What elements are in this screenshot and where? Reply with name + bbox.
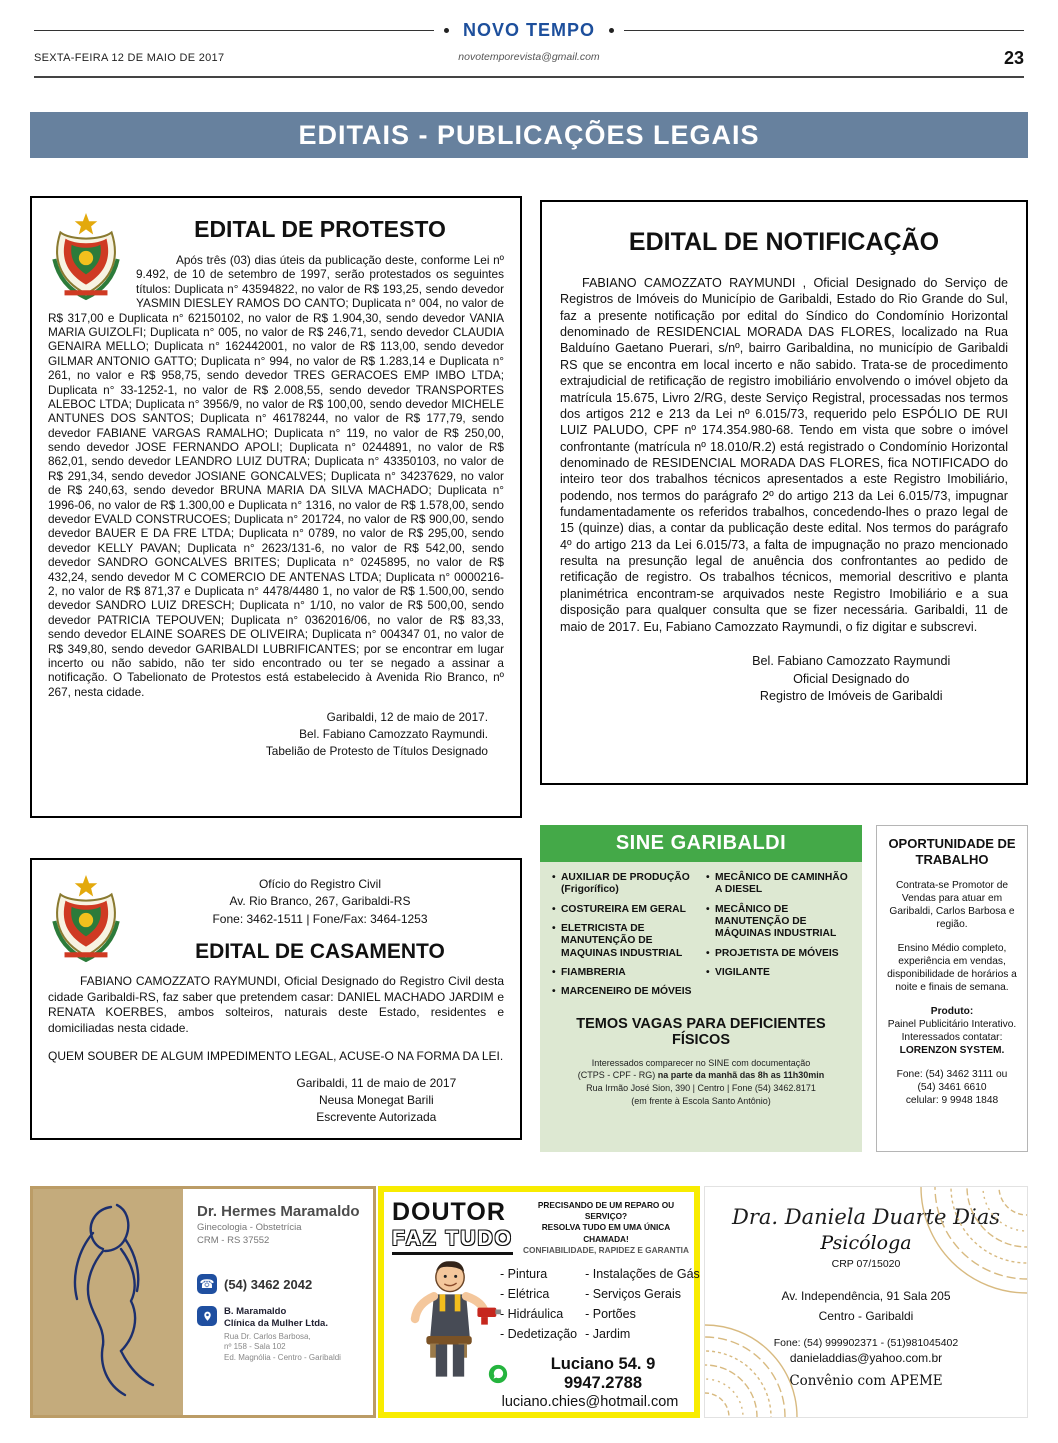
edital-protesto-signature	[48, 709, 504, 760]
sine-info-hours: na parte da manhã das 8h as 11h30min	[657, 1070, 825, 1081]
doutor-email: luciano.chies@hotmail.com	[501, 1394, 679, 1410]
doutor-services-col2	[585, 1264, 700, 1344]
notificacao-signer-role2: Registro de Imóveis de Garibaldi	[759, 689, 943, 704]
sine-title: SINE GARIBALDI	[540, 825, 862, 862]
produto-text: Painel Publicitário Interativo. Interessados contatar:	[887, 1018, 1017, 1043]
sine-info-line4: (em frente à Escola Santo Antônio)	[631, 1095, 771, 1106]
location-pin-icon	[197, 1306, 217, 1326]
clinic-location-row	[197, 1306, 365, 1363]
sine-highlight: TEMOS VAGAS PARA DEFICIENTES FÍSICOS	[576, 1015, 826, 1048]
job-item: • COSTUREIRA EM GERAL	[552, 904, 696, 916]
edital-casamento-box	[30, 858, 522, 1140]
produto-label: Produto:	[930, 1005, 974, 1017]
masthead-rule-right	[624, 30, 1024, 31]
psicologa-role: Psicóloga	[820, 1232, 912, 1254]
casamento-signer: Neusa Monegat Barili	[318, 1092, 434, 1107]
sine-body	[540, 862, 862, 1152]
service-item: - Jardim	[585, 1327, 631, 1341]
doutor-phone: Luciano 54. 9 9947.2788	[550, 1355, 656, 1392]
psicologa-address-line1: Av. Independência, 91 Sala 205	[781, 1289, 951, 1303]
job-item: • PROJETISTA DE MÓVEIS	[706, 948, 850, 960]
psicologa-address-line2: Centro - Garibaldi	[818, 1309, 914, 1324]
doutor-logo-line2: FAZ TUDO	[392, 1227, 513, 1255]
registro-civil-address: Av. Rio Branco, 267, Garibaldi-RS	[229, 894, 411, 909]
doutor-services	[500, 1264, 700, 1344]
oportunidade-produto	[886, 1005, 1018, 1058]
masthead-title: NOVO TEMPO	[463, 20, 596, 40]
woman-silhouette-icon	[33, 1189, 183, 1415]
protesto-signer: Bel. Fabiano Camozzato Raymundi.	[299, 727, 488, 742]
job-item: • ELETRICISTA DE MANUTENÇÃO DE MAQUINAS INDUSTRIAL	[552, 923, 696, 960]
edital-casamento-signature	[271, 1075, 481, 1127]
ad-maramaldo	[30, 1186, 376, 1418]
edital-notificacao-signature	[712, 653, 990, 706]
header-row	[34, 48, 1024, 70]
doutor-logo-line1: DOUTOR	[392, 1198, 506, 1226]
clinic-name2: Clínica da Mulher Ltda.	[224, 1317, 328, 1329]
section-banner: EDITAIS - PUBLICAÇÕES LEGAIS	[30, 112, 1028, 158]
sine-info-docs: (CTPS - CPF - RG)	[577, 1070, 658, 1081]
doutor-logo	[392, 1198, 520, 1255]
psicologa-address	[705, 1286, 1027, 1327]
psicologa-name: Dra. Daniela Duarte Dias	[732, 1205, 1000, 1229]
masthead-rule-left	[34, 30, 434, 31]
sine-info-line3: Rua Irmão José Sion, 390 | Centro | Fone (54) 3462.8171	[586, 1082, 816, 1093]
job-item: • FIAMBRERIA	[552, 967, 696, 979]
clinic-address	[224, 1332, 341, 1363]
casamento-date-line: Garibaldi, 11 de maio de 2017	[296, 1075, 457, 1090]
edital-notificacao-box	[540, 200, 1028, 785]
maramaldo-info	[183, 1189, 373, 1415]
job-item: • AUXILIAR DE PRODUÇÃO (Frigorífico)	[552, 872, 696, 897]
coat-of-arms-icon	[48, 874, 124, 964]
doutor-tagline2: RESOLVA TUDO EM UMA ÚNICA CHAMADA!	[541, 1222, 671, 1244]
doutor-contact	[488, 1355, 692, 1410]
service-item: - Dedetização	[500, 1327, 578, 1341]
oportunidade-p1: Contrata-se Promotor de Vendas para atuar em Garibaldi, Carlos Barbosa e região.	[889, 879, 1015, 931]
notificacao-signer-role1: Oficial Designado do	[793, 671, 910, 686]
clinic-address-line3: Ed. Magnólia - Centro - Garibaldi	[224, 1352, 341, 1362]
doutor-services-col1	[500, 1264, 577, 1344]
sine-info	[552, 1057, 850, 1107]
service-item: - Instalações de Gás	[585, 1267, 700, 1281]
edital-casamento-notice: QUEM SOUBER DE ALGUM IMPEDIMENTO LEGAL, ACUSE-O NA FORMA DA LEI.	[48, 1048, 504, 1063]
sine-info-line1: Interessados comparecer no SINE com documentação	[591, 1057, 811, 1068]
notificacao-signer: Bel. Fabiano Camozzato Raymundi	[752, 653, 951, 668]
clinic-address-line1: Rua Dr. Carlos Barbosa,	[224, 1331, 311, 1341]
ad-doutor-faz-tudo	[378, 1186, 700, 1418]
doutor-tagline3: CONFIABILIDADE, RAPIDEZ E GARANTIA	[523, 1244, 689, 1255]
service-item: - Portões	[585, 1307, 636, 1321]
job-item: • VIGILANTE	[706, 967, 850, 979]
oportunidade-title: OPORTUNIDADE DE TRABALHO	[888, 836, 1016, 868]
doutor-taglines	[522, 1200, 690, 1256]
edital-casamento-body: FABIANO CAMOZZATO RAYMUNDI, Oficial Designado do Registro Civil desta cidade Garibaldi-RS, faz saber que pretendem casar: DANIEL MACHADO JARDIM e RENATA KOERBES, ambos solteiros, naturais deste Estado, residentes e domiciliadas nesta cidade.	[48, 974, 504, 1035]
page-number: 23	[1003, 48, 1024, 68]
ad-psicologa	[704, 1186, 1028, 1418]
oportunidade-phone1: Fone: (54) 3462 3111 ou	[896, 1068, 1008, 1080]
doctor-phone-row	[197, 1274, 365, 1294]
masthead-dot-right	[609, 28, 614, 33]
psicologa-email: danieladdias@yahoo.com.br	[789, 1350, 943, 1365]
edital-protesto-box	[30, 196, 522, 818]
header-rule	[34, 76, 1024, 78]
service-item: - Elétrica	[500, 1287, 550, 1301]
job-item: • MECÂNICO DE CAMINHÃO A DIESEL	[706, 872, 850, 897]
oportunidade-box	[876, 825, 1028, 1152]
casamento-signer-role: Escrevente Autorizada	[316, 1110, 437, 1125]
registro-civil-phone: Fone: 3462-1511 | Fone/Fax: 3464-1253	[212, 911, 428, 926]
job-item: • MECÂNICO DE MANUTENÇÃO DE MÁQUINAS INDUSTRIAL	[706, 904, 850, 941]
job-item: • MARCENEIRO DE MÓVEIS	[552, 986, 696, 998]
edital-casamento-title: EDITAL DE CASAMENTO	[195, 940, 445, 964]
doutor-phone-row	[488, 1355, 692, 1393]
psicologa-phone: Fone: (54) 999902371 - (51)981045402	[773, 1336, 959, 1349]
protesto-date-line: Garibaldi, 12 de maio de 2017.	[326, 710, 488, 725]
woman-line-art	[33, 1189, 183, 1415]
registro-civil-office: Ofício do Registro Civil	[258, 877, 382, 891]
clinic-address-line2: nº 158 - Sala 102	[224, 1342, 286, 1352]
issue-date: SEXTA-FEIRA 12 DE MAIO DE 2017	[34, 52, 225, 64]
produto-company: LORENZON SYSTEM.	[899, 1045, 1005, 1057]
protesto-signer-role: Tabelião de Protesto de Títulos Designado	[265, 744, 488, 759]
psicologa-crp: CRP 07/15020	[831, 1258, 901, 1270]
clinic-info	[224, 1306, 341, 1363]
sine-jobs-left	[552, 872, 696, 1006]
coat-of-arms-icon	[48, 212, 124, 302]
doctor-crm: CRM - RS 37552	[197, 1235, 270, 1246]
oportunidade-phone3: celular: 9 9948 1848	[905, 1095, 999, 1106]
edital-notificacao-body: FABIANO CAMOZZATO RAYMUNDI , Oficial Designado do Serviço de Registros de Imóveis do Município de Garibaldi, Estado do Rio Grande do Sul, faz a presente notificação por edital do Síndico do Condomínio Horizontal denominado de RESIDENCIAL MORADA DAS FLORES, localizado na Rua Balduíno Gaetano Puerari, s/nº, bairro Garibaldina, no município de Garibaldi RS que se encontra em local incerto e não sabido. Trata-se de procedimento extrajudicial de retificação de registro imobiliário envolvendo o imóvel objeto da matrícula 15.675, Livro 2/RG, deste Serviço Registral, processadas nos termos dos artigos 212 e 213 da Lei nº 6.015/73, requerido pelo ESPÓLIO DE RUI LUIZ PALUDO, CPF nº 174.354.980-68. Tendo em vista que sobre o imóvel confrontante (matrícula nº 18.010/R.2) está registrado o Condomínio Horizontal denominado de RESIDENCIAL MORADA DAS FLORES, fica NOTIFICADO do inteiro teor dos trabalhos técnicos apresentados a este Registro Imobiliário, podendo, nos termos do parágrafo 2º do artigo 213 da Lei 6.015/73, impugnar fundamentadamente os referidos trabalhos, concedendo-lhes o prazo legal de 15 (quinze) dias, a contar da publicação deste edital. Nos termos do parágrafo 4º do artigo 213 da Lei 6.015/73, a falta de impugnação no prazo mencionado resulta na presunção legal de anuência dos confrontantes ao pedido de retificação de registro. Os trabalhos técnicos, memorial descritivo e planta planimétrica encontram-se arquivados neste Registro Imobiliário e a sua disposição para qualquer consulta que se fizer necessária. Garibaldi, 11 de maio de 2017. Eu, Fabiano Camozzato Raymundi, o fiz digitar e subscrevi.	[560, 276, 1008, 634]
doutor-tagline1: PRECISANDO DE UM REPARO OU SERVIÇO?	[537, 1200, 675, 1222]
edital-notificacao-title: EDITAL DE NOTIFICAÇÃO	[628, 228, 940, 256]
masthead-dot-left	[444, 28, 449, 33]
whatsapp-icon	[488, 1364, 508, 1384]
doctor-name: Dr. Hermes Maramaldo	[197, 1203, 360, 1220]
sine-garibaldi-box	[540, 825, 862, 1152]
handyman-illustration-icon	[398, 1254, 502, 1382]
doctor-phone: (54) 3462 2042	[224, 1276, 313, 1292]
sine-info-line2	[552, 1069, 850, 1082]
service-item: - Hidráulica	[500, 1307, 564, 1321]
clinic-name1: B. Maramaldo	[224, 1306, 287, 1317]
phone-icon: ☎	[197, 1274, 217, 1294]
masthead-email: novotemporevista@gmail.com	[458, 51, 600, 63]
oportunidade-phones	[886, 1068, 1018, 1108]
edital-protesto-title: EDITAL DE PROTESTO	[194, 216, 446, 242]
sine-jobs-right	[706, 872, 850, 1006]
edital-protesto-body: Após três (03) dias úteis da publicação deste, conforme Lei nº 9.492, de 10 de setembro de 1997, serão protestados os seguintes títulos: Duplicata n° 43594822, no valor de R$ 193,25, sendo devedor YASMIN DIESLEY RAMOS DO CANTO; Duplicata n° 004, no valor de R$ 317,00 e Duplicata n° 62150102, no valor de R$ 1.904,30, sendo devedor VANIA MARIA GUIZOLFI; Duplicata n° 005, no valor de R$ 246,71, sendo devedor CLAUDIA GENAIRA MELLO; Duplicata n° 162442001, no valor de R$ 113,00, sendo devedor GILMAR ANTONIO GATTO; Duplicata n° 994, no valor de R$ 1.283,14 e Duplicata n° 261, no valor e R$ 958,75, sendo devedor TRES GERACOES EMP IMBO LTDA; Duplicata n° 33-1252-1, no valor de R$ 2.008,55, sendo devedor TRANSPORTES ALEBOC LTDA; Duplicata n° 3956/9, no valor de R$ 100,00, sendo devedor MICHELE ANTUNES DOS SANTOS; Duplicata n° 46178244, no valor de R$ 177,79, sendo devedor FABIANE VARGAS RAMALHO; Duplicata n° 119, no valor de R$ 250,00, sendo devedor JOSE FERNANDO APOLI; Duplicata n° 0244891, no valor de R$ 862,01, sendo devedor LEANDRO LUIZ DUTRA; Duplicata n° 43350103, no valor de R$ 291,34, sendo devedor JOSIANE GONCALVES; Duplicata n° 34237629, no valor de R$ 240,63, sendo devedor BRUNA MARIA DA SILVA MACHADO; Duplicata n° 1996-06, no valor de R$ 1.300,00 e Duplicata n° 1316, no valor de R$ 1.578,00, sendo devedor EVALD CONSTRUCOES; Duplicata n° 201724, no valor de R$ 900,00, sendo devedor BAUER E DA FRE LTDA; Duplicata n° 0789, no valor de R$ 295,00, sendo devedor KELLY PAVAN; Duplicata n° 2623/131-6, no valor de R$ 542,00, sendo devedor SANDRO GONCALVES BRITES; Duplicata n° 0245895, no valor de R$ 432,24, sendo devedor M C COMERCIO DE ANTENAS LTDA; Duplicata n° 0000216-2, no valor de R$ 871,37 e Duplicata n° 4478/4480 1, no valor de R$ 1.500,00, sendo devedor SANDRO LUIZ DRESCH; Duplicata n° 1/10, no valor de R$ 500,00, sendo devedor PATRICIA TEPOUVEN; Duplicata n° 0362016/06, no valor de R$ 83,33, sendo devedor ELAINE SOARES DE OLIVEIRA; Duplicata n° 004347 01, no valor de R$ 349,80, sendo devedor GARIBALDI LUBRIFICANTES; por se encontrar em lugar incerto ou não sabido, não ter sido encontrado ou ter se negado a assinar a notificação. O Tabelionato de Protestos está estabelecido à Avenida Rio Branco, nº 267, nesta cidade.	[48, 253, 504, 699]
doctor-specialty: Ginecologia - Obstetrícia	[197, 1222, 302, 1233]
masthead-row	[34, 20, 1024, 41]
oportunidade-phone2: (54) 3461 6610	[917, 1081, 987, 1093]
service-item: - Serviços Gerais	[585, 1287, 681, 1301]
psicologa-footer: Convênio com APEME	[789, 1372, 943, 1389]
service-item: - Pintura	[500, 1267, 548, 1281]
oportunidade-p2: Ensino Médio completo, experiência em vendas, disponibilidade de horários a noite e finais de semana.	[887, 942, 1017, 994]
